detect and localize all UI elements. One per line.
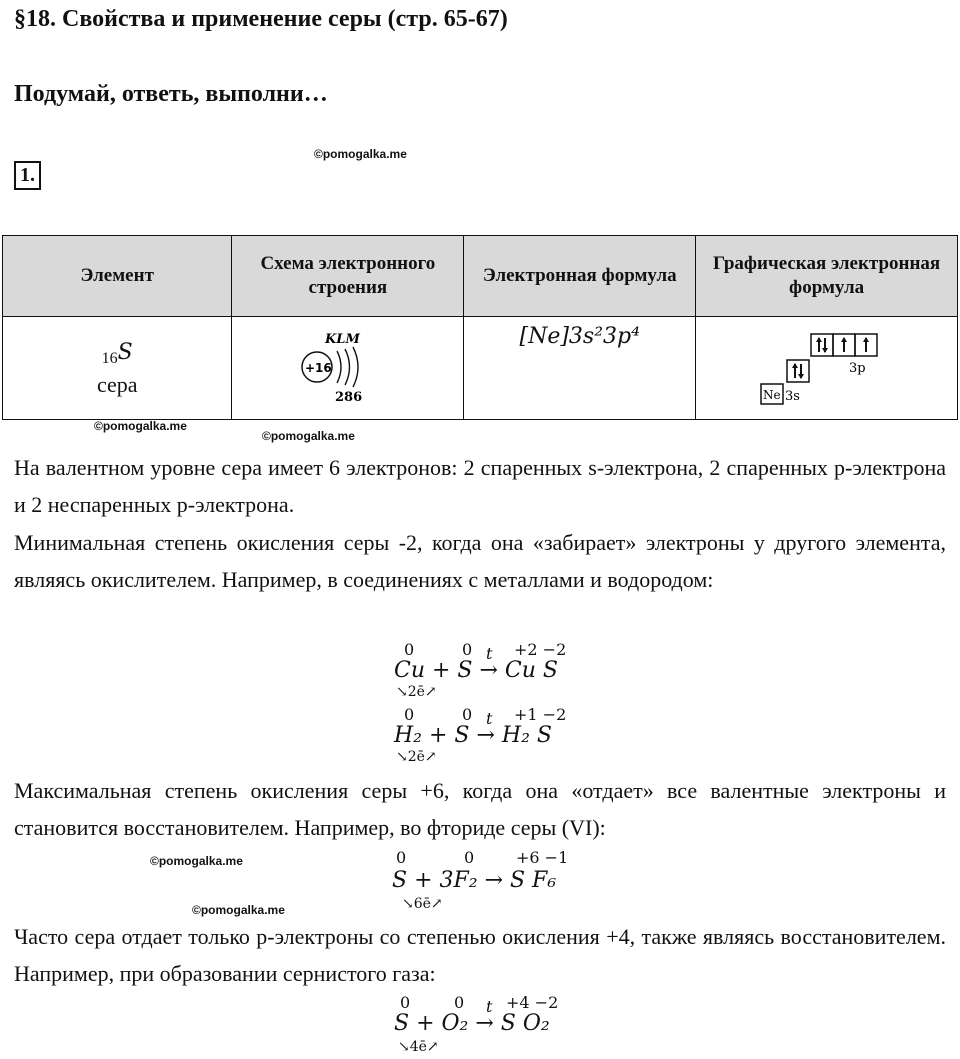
cell-formula (464, 317, 696, 420)
cell-element (3, 317, 232, 420)
cell-graphic (696, 317, 958, 420)
nucleus-charge: +16 (304, 361, 332, 375)
electron-structure-table (2, 235, 958, 420)
electron-formula: [Ne]3s²3p⁴ (519, 324, 640, 349)
equation-h2-s: 0 0 t +1 −2 H₂ + S → H₂ S ↘2ē↗ (394, 705, 567, 765)
atom-shell-diagram (293, 325, 403, 405)
atomic-number: 16 (101, 349, 118, 367)
shell-labels: KLM (324, 332, 360, 347)
watermark: ©pomogalka.me (94, 419, 187, 433)
watermark: ©pomogalka.me (150, 854, 243, 868)
paragraph-plus4-oxidation: Часто сера отдает только p-электроны со степенью окисления +4, также являясь восстановителем. Например, при образовании сернистого газа: (14, 924, 946, 986)
watermark: ©pomogalka.me (314, 147, 407, 161)
orbital-3p-label: 3p (848, 361, 866, 376)
electron-counts: 286 (334, 390, 362, 405)
orbital-diagram (757, 320, 897, 410)
paragraph-min-oxidation: Минимальная степень окисления серы -2, когда она «забирает» электроны у другого элемента, являясь окислителем. Например, в соединениях с металлами и водородом: (14, 530, 946, 592)
element-name: сера (96, 371, 138, 397)
cell-scheme (232, 317, 464, 420)
paragraph-max-oxidation: Максимальная степень окисления серы +6, когда она «отдает» все валентные электроны и становится восстановителем. Например, во фториде серы (VI): (14, 778, 946, 840)
orbital-3s-label: 3s (784, 389, 800, 404)
equation-cu-s: 0 0 t +2 −2 Cu + S → Cu S ↘2ē↗ (394, 640, 567, 700)
element-symbol: S (117, 339, 133, 365)
core-label: Ne (762, 388, 781, 402)
watermark: ©pomogalka.me (192, 903, 285, 917)
header-graphic: Графическая электронная формула (696, 236, 958, 317)
paragraph-valence: На валентном уровне сера имеет 6 электронов: 2 спаренных s-электрона, 2 спаренных p-электрона и 2 неспаренных p-электрона. (14, 455, 946, 517)
equation-s-o2: 0 0 t +4 −2 S + O₂ → S O₂ ↘4ē↗ (394, 993, 559, 1055)
equation-s-f2: 0 0 +6 −1 S + 3F₂ → S F₆ ↘6ē↗ (392, 848, 569, 912)
section-subtitle: Подумай, ответь, выполни… (14, 81, 328, 107)
question-number: 1. (14, 161, 41, 190)
page-title: §18. Свойства и применение серы (стр. 65-67) (14, 6, 508, 32)
header-formula: Электронная формула (464, 236, 696, 317)
header-scheme: Схема электронного строения (232, 236, 464, 317)
header-element: Элемент (3, 236, 232, 317)
watermark: ©pomogalka.me (262, 429, 355, 443)
